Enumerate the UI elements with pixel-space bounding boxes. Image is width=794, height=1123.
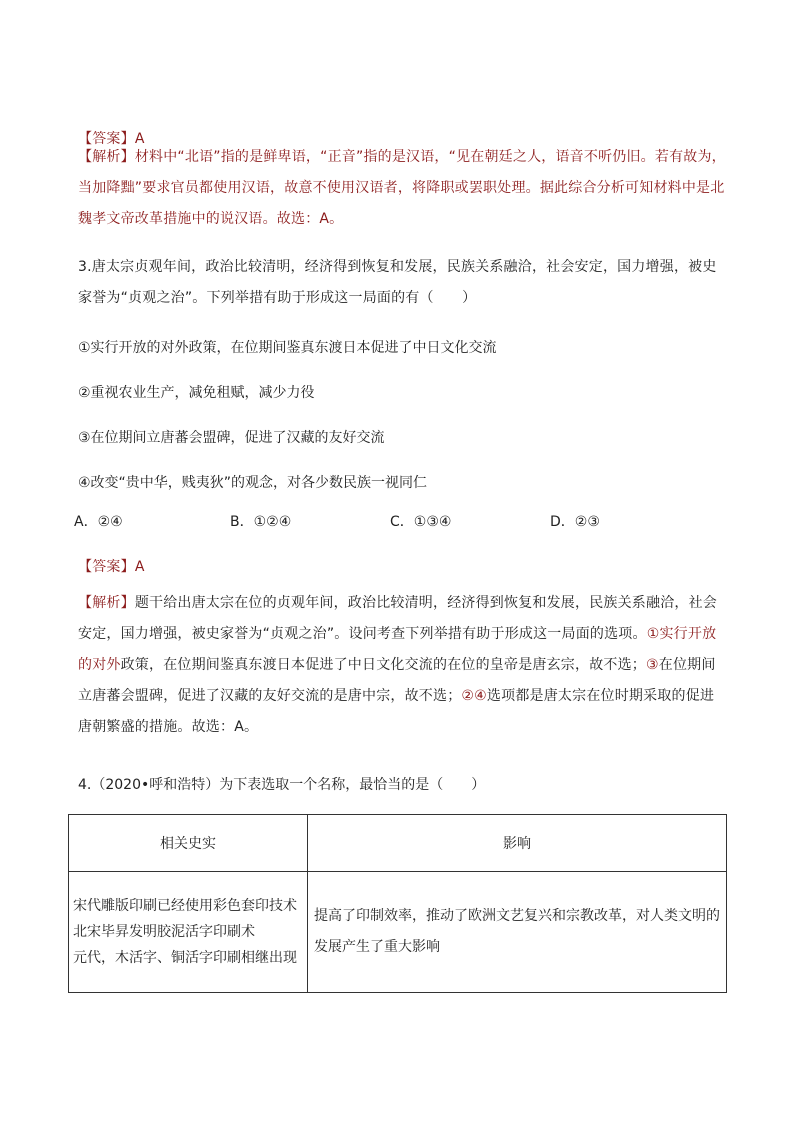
analysis-text-part-1: 题干给出唐太宗在位的贞观年间，政治比较清明，经济得到恢复和发展，民族关系融洽，社会安定，国力增强，被史家誉为“贞观之治”。设问考查下列举措有助于形成这一局面的选项。 (78, 595, 718, 642)
analysis-tag: 【解析】 (78, 149, 135, 165)
analysis-text: 材料中“北语”指的是鲜卑语，“正音”指的是汉语，“见在朝廷之人，语音不听仍旧。若有故为，当加降黜”要求官员都使用汉语，故意不使用汉语者，将降职或罢职处理。据此综合分析可知材料中是北魏孝文帝改革措施中的说汉语。故选：A。 (78, 149, 726, 227)
answer-letter: A (134, 131, 145, 147)
answer-tag: 【答案】 (78, 131, 135, 147)
question-3-statements (78, 326, 728, 506)
answer-block-2 (78, 552, 728, 583)
analysis-text-part-2: 政策，在位期间鉴真东渡日本促进了中日文化交流的在位的皇帝是唐玄宗，故不选； (120, 657, 647, 673)
impact-text: 提高了印制效率，推动了欧洲文艺复兴和宗教改革，对人类文明的发展产生了重大影响 (314, 908, 720, 955)
analysis-text-part-3: 在位期间立唐蕃会盟碑，促进了汉藏的友好交流的是唐中宗，故不选； (78, 657, 716, 704)
analysis-block-1 (78, 142, 728, 235)
fact-line-3: 元代，木活字、铜活字印刷相继出现 (73, 950, 297, 966)
question-3-choices (74, 508, 728, 536)
analysis-highlight-3: ②④ (461, 688, 487, 704)
answer-letter: A (134, 559, 145, 575)
analysis-text-part-4: 选项都是唐太宗在位时期采取的促进唐朝繁盛的措施。故选：A。 (78, 688, 715, 735)
question-stem-text: 3.唐太宗贞观年间，政治比较清明，经济得到恢复和发展，民族关系融洽，社会安定，国力增强，被史家誉为“贞观之治”。下列举措有助于形成这一局面的有（ ） (78, 259, 717, 306)
answer-tag: 【答案】 (78, 559, 135, 575)
header-facts: 相关史实 (69, 815, 308, 872)
choice-b: B．①②④ (230, 514, 292, 530)
question-stem-text: 4.（2020•呼和浩特）为下表选取一个名称，最恰当的是（ ） (78, 777, 486, 793)
question-3-stem (78, 252, 728, 314)
fact-line-1: 宋代雕版印刷已经使用彩色套印技术 (73, 898, 297, 914)
statement-4: ④改变“贵中华，贱夷狄”的观念，对各少数民族一视同仁 (78, 475, 428, 491)
analysis-highlight-1: ①实行开放的对外 (78, 626, 717, 673)
choice-d: D．②③ (550, 514, 600, 530)
statement-1: ①实行开放的对外政策，在位期间鉴真东渡日本促进了中日文化交流 (78, 340, 497, 356)
table-header-row (69, 815, 727, 872)
question-4-stem (78, 771, 728, 799)
impact-cell (308, 872, 727, 993)
analysis-highlight-2: ③ (646, 657, 659, 673)
choice-a: A．②④ (74, 514, 123, 530)
choice-c: C．①③④ (390, 514, 452, 530)
analysis-block-2 (78, 588, 728, 743)
history-table (68, 814, 727, 993)
header-impact: 影响 (308, 815, 727, 872)
statement-2: ②重视农业生产，减免租赋，减少力役 (78, 385, 315, 401)
table-row (69, 872, 727, 993)
statement-3: ③在位期间立唐蕃会盟碑，促进了汉藏的友好交流 (78, 430, 385, 446)
fact-line-2: 北宋毕昇发明胶泥活字印刷术 (73, 924, 255, 940)
facts-cell (69, 872, 308, 993)
analysis-tag: 【解析】 (78, 595, 135, 611)
